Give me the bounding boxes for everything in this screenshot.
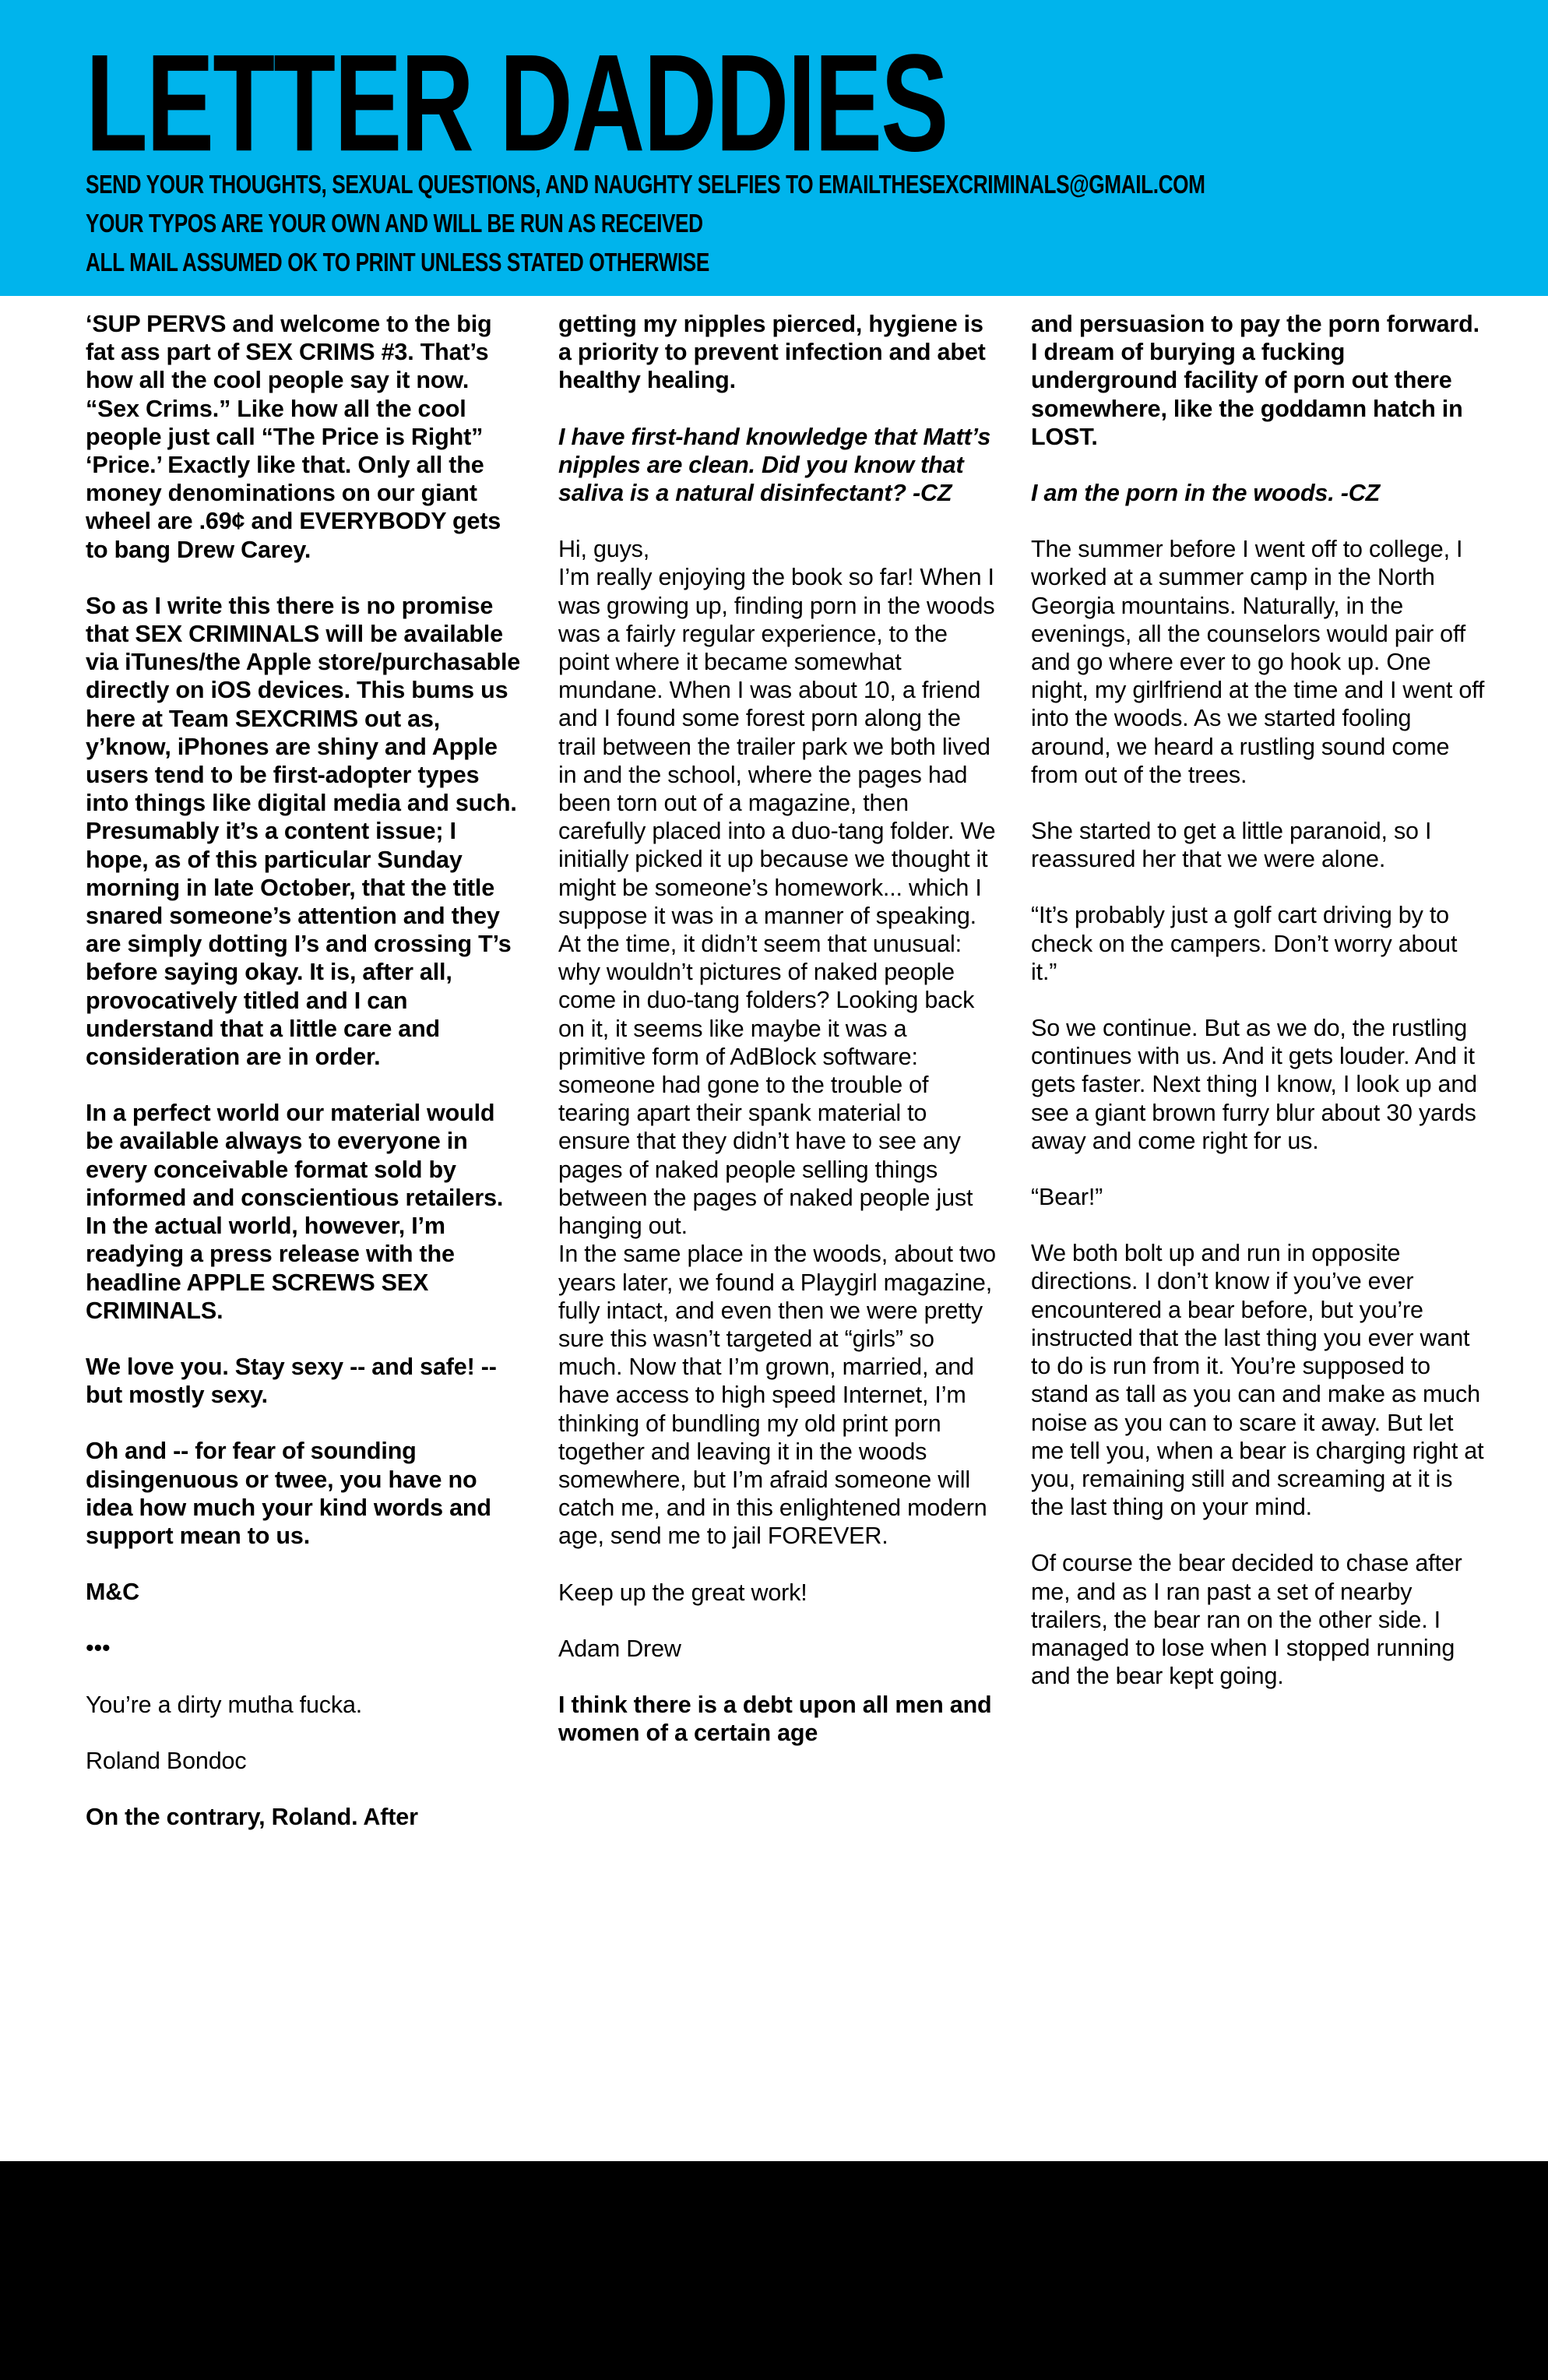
letter-bear-body-4: We both bolt up and run in opposite directions. I don’t know if you’ve ever encountered a bear before, but you’re instructed that the last thing you ever want to do is run from it. You’re supposed to stand as tall as you can and make as much noise as you can to scare it away. But let me tell you, when a bear is charging right at you, remaining still and screaming at it is the last thing on your mind.	[1031, 1240, 1484, 1521]
reply-cz-woods: I am the porn in the woods. -CZ	[1031, 480, 1381, 507]
masthead-subtitle-group	[86, 170, 1548, 276]
page-title: LETTER DADDIES	[86, 26, 948, 181]
letter-bear-body-1: The summer before I went off to college, I worked at a summer camp in the North Georgia mountains. Naturally, in the evenings, all the counselors would pair off and go where ever to go hook up. One night, my girlfriend at the time and I went off into the woods. As we started fooling around, we heard a rustling sound come from out of the trees.	[1031, 536, 1485, 788]
masthead-typos-line: YOUR TYPOS ARE YOUR OWN AND WILL BE RUN AS RECEIVED	[86, 209, 703, 238]
letter-bear-body-2: She started to get a little paranoid, so I reassured her that we were alone.	[1031, 818, 1432, 873]
masthead-submission-line: SEND YOUR THOUGHTS, SEXUAL QUESTIONS, AND NAUGHTY SELFIES TO EMAILTHESEXCRIMINALS@GMAIL.COM	[86, 170, 1205, 199]
page-footer-bar	[0, 2161, 1548, 2380]
letter-drew-body-1: I’m really enjoying the book so far! When I was growing up, finding porn in the woods was a fairly regular experience, to the point where it became somewhat mundane. When I was about 10, a friend and I found some forest porn along the trail between the trailer park we both lived in and the school, where the pages had been torn out of a magazine, then carefully placed into a duo-tang folder. We initially picked it up because we thought it might be someone’s homework... which I suppose it was in a manner of speaking. At the time, it didn’t seem that unusual: why wouldn’t pictures of naked people come in duo-tang folders? Looking back on it, it seems like maybe it was a primitive form of AdBlock software: someone had gone to the trouble of tearing apart their spank material to ensure that they didn’t have to see any pages of naked people selling things between the pages of naked people just hanging out.	[558, 564, 996, 1240]
letter-bondoc-body: You’re a dirty mutha fucka.	[86, 1691, 363, 1718]
letter-drew-body-2: In the same place in the woods, about two years later, we found a Playgirl magazine, fully intact, and even then we were pretty sure this wasn’t targeted at “girls” so much. Now that I’m grown, married, and have access to high speed Internet, I’m thinking of bundling my old print porn together and leaving it in the woods somewhere, but I’m afraid someone will catch me, and in this enlightened modern age, send me to jail FOREVER.	[558, 1241, 996, 1550]
reply-cz-nipples: I have first-hand knowledge that Matt’s nipples are clean. Did you know that saliva is a natural disinfectant? -CZ	[558, 423, 991, 507]
letters-column-1	[86, 310, 523, 2161]
section-divider-dots: •••	[86, 1635, 111, 1662]
reply-drew-start: I think there is a debt upon all men and women of a certain age	[558, 1691, 992, 1747]
letter-bondoc-signature: Roland Bondoc	[86, 1747, 247, 1774]
editorial-intro-paragraph: ‘SUP PERVS and welcome to the big fat ass part of SEX CRIMS #3. That’s how all the cool people say it now. “Sex Crims.” Like how all the cool people just call “The Price is Right” ‘Price.’ Exactly like that. Only all the money denominations on our giant wheel are .69¢ and EVERYBODY gets to bang Drew Carey.	[86, 311, 501, 563]
letter-bear-quote-2: “Bear!”	[1031, 1184, 1103, 1211]
editorial-itunes-paragraph: So as I write this there is no promise that SEX CRIMINALS will be available via iTunes/the Apple store/purchasable directly on iOS devices. This bums us here at Team SEXCRIMS out as, y’know, iPhones are shiny and Apple users tend to be first-adopter types into things like digital media and such. Presumably it’s a content issue; I hope, as of this particular Sunday morning in late October, that the title snared someone’s attention and they are simply dotting I’s and crossing T’s before saying okay. It is, after all, provocatively titled and I can understand that a little care and consideration are in order.	[86, 592, 521, 1071]
reply-bondoc-start: On the contrary, Roland. After	[86, 1803, 418, 1830]
letter-drew-closing: Keep up the great work!	[558, 1579, 807, 1606]
reply-bondoc-continued: getting my nipples pierced, hygiene is a priority to prevent infection and abet healthy healing.	[558, 311, 986, 394]
letters-column-3	[1031, 310, 1486, 2161]
letters-column-2	[558, 310, 996, 2161]
masthead-print-policy-line: ALL MAIL ASSUMED OK TO PRINT UNLESS STATED OTHERWISE	[86, 248, 709, 276]
letter-drew-salutation: Hi, guys,	[558, 536, 650, 563]
letter-drew-signature: Adam Drew	[558, 1635, 681, 1662]
editorial-perfect-world-paragraph: In a perfect world our material would be available always to everyone in every conceivable format sold by informed and conscientious retailers. In the actual world, however, I’m readying a press release with the headline APPLE SCREWS SEX CRIMINALS.	[86, 1100, 504, 1324]
editorial-thanks-paragraph: Oh and -- for fear of sounding disingenuous or twee, you have no idea how much your kind words and support mean to us.	[86, 1438, 491, 1549]
reply-drew-continued: and persuasion to pay the porn forward. I dream of burying a fucking underground facility of porn out there somewhere, like the goddamn hatch in LOST.	[1031, 311, 1479, 450]
letter-bear-body-5: Of course the bear decided to chase after me, and as I ran past a set of nearby trailers, the bear ran on the other side. I managed to lose when I stopped running and the bear kept going.	[1031, 1550, 1462, 1690]
editorial-signoff-paragraph: We love you. Stay sexy -- and safe! -- but mostly sexy.	[86, 1353, 497, 1409]
letter-bear-body-3: So we continue. But as we do, the rustling continues with us. And it gets louder. And it gets faster. Next thing I know, I look up and see a giant brown furry blur about 30 yards away and come right for us.	[1031, 1015, 1477, 1154]
letters-body	[0, 310, 1548, 2161]
letter-bear-quote-1: “It’s probably just a golf cart driving by to check on the campers. Don’t worry about it.”	[1031, 902, 1458, 985]
masthead-banner	[0, 0, 1548, 296]
editorial-initials: M&C	[86, 1579, 140, 1606]
